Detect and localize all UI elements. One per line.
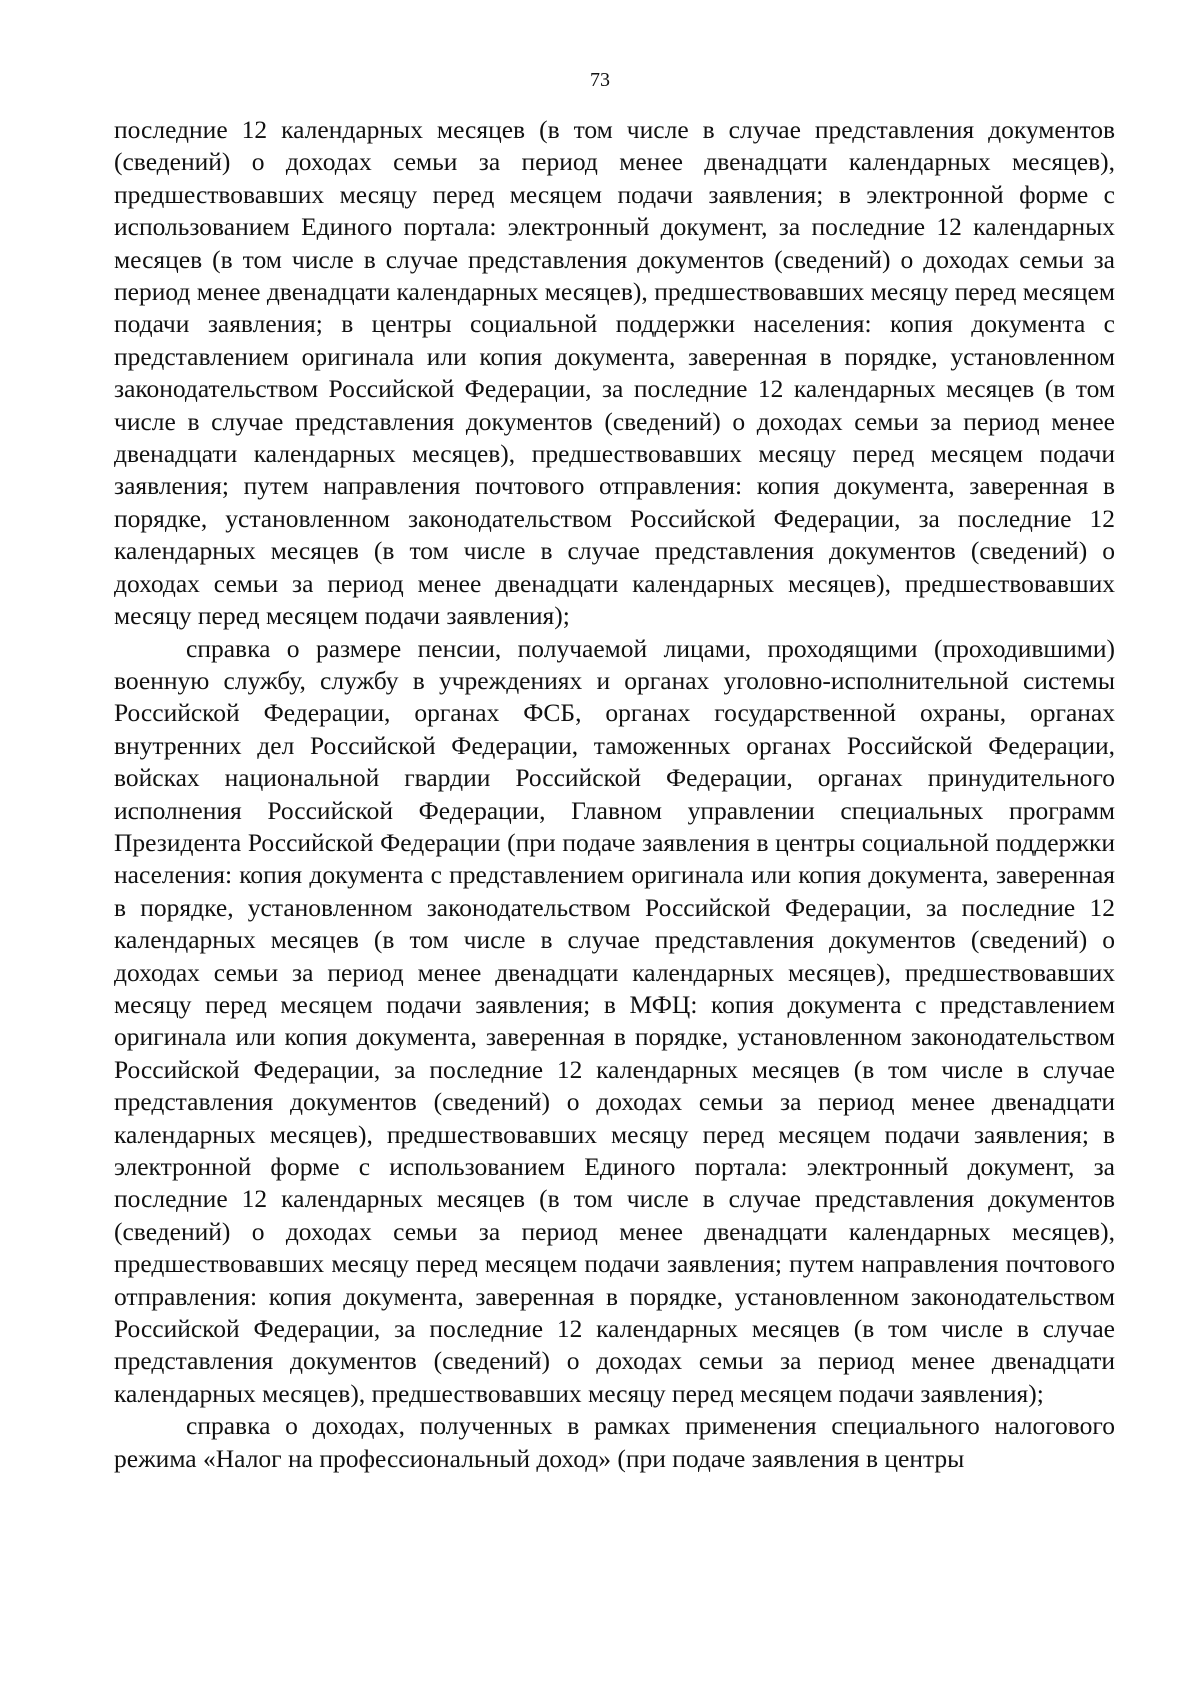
page-number: 73 (590, 69, 610, 91)
paragraph-pension-certificate: справка о размере пенсии, получаемой лицами, проходящими (проходившими) военную службу, службу в учреждениях и органах уголовно-исполнительной системы Российской Федерации, органах ФСБ, органах государственной охраны, органах внутренних дел Российской Федерации, таможенных органах Российской Федерации, войсках национальной гвардии Российской Федерации, органах принудительного исполнения Российской Федерации, Главном управлении специальных программ Президента Российской Федерации (при подаче заявления в центры социальной поддержки населения: копия документа с представлением оригинала или копия документа, заверенная в порядке, установленном законодательством Российской Федерации, за последние 12 календарных месяцев (в том числе в случае представления документов (сведений) о доходах семьи за период менее двенадцати календарных месяцев), предшествовавших месяцу перед месяцем подачи заявления; в МФЦ: копия документа с представлением оригинала или копия документа, заверенная в порядке, установленном законодательством Российской Федерации, за последние 12 календарных месяцев (в том числе в случае представления документов (сведений) о доходах семьи за период менее двенадцати календарных месяцев), предшествовавших месяцу перед месяцем подачи заявления; в электронной форме с использованием Единого портала: электронный документ, за последние 12 календарных месяцев (в том числе в случае представления документов (сведений) о доходах семьи за период менее двенадцати календарных месяцев), предшествовавших месяцу перед месяцем подачи заявления; путем направления почтового отправления: копия документа, заверенная в порядке, установленном законодательством Российской Федерации, за последние 12 календарных месяцев (в том числе в случае представления документов (сведений) о доходах семьи за период менее двенадцати календарных месяцев), предшествовавших месяцу перед месяцем подачи заявления); (114, 633, 1115, 1408)
paragraph-continuation: последние 12 календарных месяцев (в том числе в случае представления документов (сведений) о доходах семьи за период менее двенадцати календарных месяцев), предшествовавших месяцу перед месяцем подачи заявления; в электронной форме с использованием Единого портала: электронный документ, за последние 12 календарных месяцев (в том числе в случае представления документов (сведений) о доходах семьи за период менее двенадцати календарных месяцев), предшествовавших месяцу перед месяцем подачи заявления; в центры социальной поддержки населения: копия документа с представлением оригинала или копия документа, заверенная в порядке, установленном законодательством Российской Федерации, за последние 12 календарных месяцев (в том числе в случае представления документов (сведений) о доходах семьи за период менее двенадцати календарных месяцев), предшествовавших месяцу перед месяцем подачи заявления; путем направления почтового отправления: копия документа, заверенная в порядке, установленном законодательством Российской Федерации, за последние 12 календарных месяцев (в том числе в случае представления документов (сведений) о доходах семьи за период менее двенадцати календарных месяцев), предшествовавших месяцу перед месяцем подачи заявления); (114, 115, 1115, 631)
paragraph-professional-income: справка о доходах, полученных в рамках применения специального налогового режима «Налог на профессиональный доход» (при подаче заявления в центры (114, 1411, 1115, 1473)
document-body (114, 114, 1115, 1475)
